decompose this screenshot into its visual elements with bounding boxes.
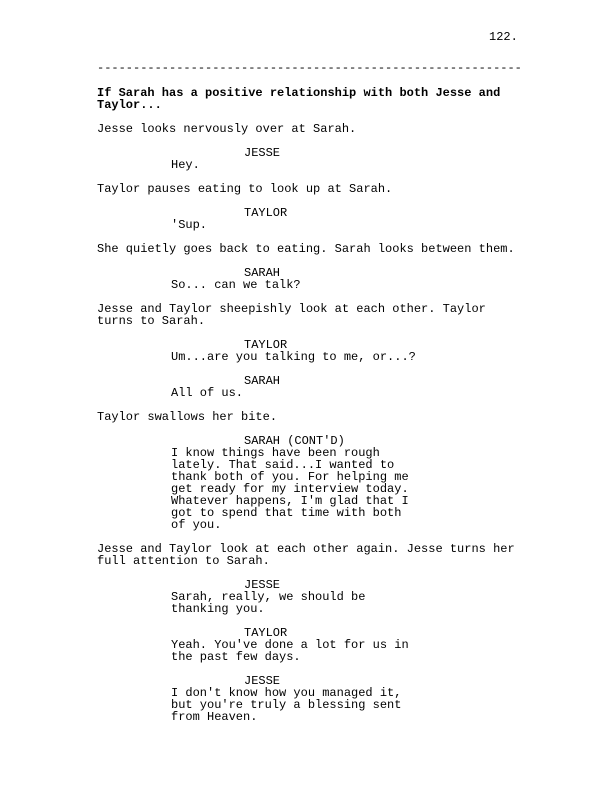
- dialogue-line: thank both of you. For helping me: [171, 470, 409, 484]
- dialogue-line: I don't know how you managed it,: [171, 686, 402, 700]
- dialogue-line: 'Sup.: [171, 218, 208, 232]
- dialogue-line: got to spend that time with both: [171, 506, 402, 520]
- page-number: 122.: [489, 30, 518, 44]
- action-line: Jesse and Taylor look at each other again. Jesse turns her: [97, 542, 515, 556]
- scene-heading-line: If Sarah has a positive relationship with both Jesse and: [97, 86, 501, 100]
- dialogue-line: the past few days.: [171, 650, 301, 664]
- character-name: SARAH (CONT'D): [244, 434, 345, 448]
- section-divider: -----------------------------------------------------------: [97, 61, 522, 75]
- action-line: full attention to Sarah.: [97, 554, 270, 568]
- dialogue-line: Yeah. You've done a lot for us in: [171, 638, 409, 652]
- character-name: TAYLOR: [244, 206, 288, 220]
- dialogue-line: Um...are you talking to me, or...?: [171, 350, 416, 364]
- character-name: SARAH: [244, 266, 281, 280]
- dialogue-line: thanking you.: [171, 602, 265, 616]
- character-name: JESSE: [244, 146, 281, 160]
- dialogue-line: of you.: [171, 518, 222, 532]
- action-line: Taylor swallows her bite.: [97, 410, 278, 424]
- dialogue-line: lately. That said...I wanted to: [171, 458, 395, 472]
- character-name: JESSE: [244, 578, 281, 592]
- dialogue-line: get ready for my interview today.: [171, 482, 409, 496]
- action-line: She quietly goes back to eating. Sarah looks between them.: [97, 242, 515, 256]
- dialogue-line: All of us.: [171, 386, 244, 400]
- character-name: TAYLOR: [244, 626, 288, 640]
- action-line: turns to Sarah.: [97, 314, 206, 328]
- scene-heading-line: Taylor...: [97, 98, 162, 112]
- dialogue-line: Sarah, really, we should be: [171, 590, 366, 604]
- dialogue-line: I know things have been rough: [171, 446, 380, 460]
- action-line: Jesse looks nervously over at Sarah.: [97, 122, 357, 136]
- dialogue-line: Whatever happens, I'm glad that I: [171, 494, 409, 508]
- character-name: TAYLOR: [244, 338, 288, 352]
- character-name: SARAH: [244, 374, 281, 388]
- character-name: JESSE: [244, 674, 281, 688]
- dialogue-line: So... can we talk?: [171, 278, 301, 292]
- dialogue-line: but you're truly a blessing sent: [171, 698, 402, 712]
- dialogue-line: from Heaven.: [171, 710, 258, 724]
- action-line: Jesse and Taylor sheepishly look at each other. Taylor: [97, 302, 486, 316]
- dialogue-line: Hey.: [171, 158, 200, 172]
- action-line: Taylor pauses eating to look up at Sarah.: [97, 182, 393, 196]
